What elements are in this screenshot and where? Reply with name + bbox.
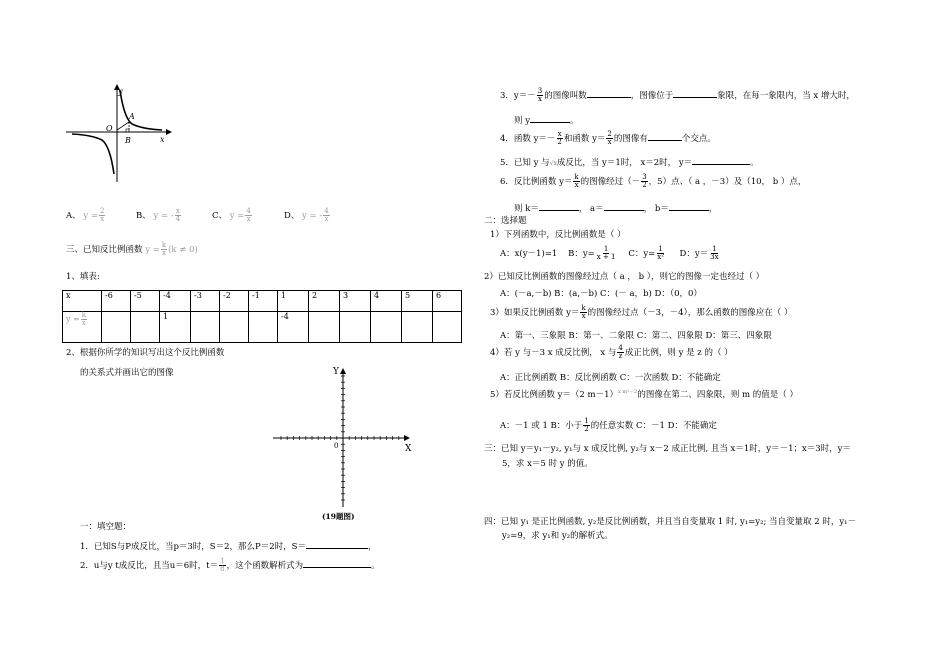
table-cell [433,312,462,343]
coordinate-axes [270,365,420,510]
graph-y-label: y [118,87,123,96]
choice-5-options: A：－1 或 1 B：小于 $\frac{1}{2}$ 的任意实数 C：－1 D：不能确定 [500,417,717,433]
graph-point-a-label: A [129,112,135,121]
choice-2-title: 2）已知反比例函数的图像经过点（ a ， b ），则它的图像一定也经过（ ） [484,272,765,282]
table-cell [371,312,402,343]
choice-1-title: 1）下列函数中，反比例函数是（ ） [490,230,626,240]
table-cell: 1 [160,312,191,343]
choice-4-title: 4）若 y 与－3 x 成反比例， x 与 $\frac{4}{z}$ 成正比例，则 y 是 z 的（ ） [490,344,733,360]
question2-line1: 2、根据你所学的知识写出这个反比例函数 [66,348,225,358]
table-cell [191,312,220,343]
table-row-x [63,291,462,312]
graph-x-label: x [160,135,165,144]
graph-origin-label: O [106,124,113,133]
option-a: A、 y = $\frac{2}{x}$ [66,207,105,223]
table-cell: -2 [220,291,249,312]
value-table [62,290,462,343]
table-cell: 4 [371,291,402,312]
axis-origin-label: 0 [334,442,339,450]
axis-y-label: Y [333,367,339,377]
table-cell: 2 [309,291,340,312]
question2-line2: 的关系式并画出它的图像 [80,368,174,378]
fill-question-1: 1．已知S与P成反比，当p＝3时，S＝2，那么P＝2时，S＝ ， [80,542,377,552]
table-cell: -4 [160,291,191,312]
choice-section-title: 二：选择题 [484,216,527,226]
table-cell: 1 [278,291,309,312]
fill-question-2: 2．u与y t成反比，且当u＝6时，t＝ $\frac{1}{8}$ ，这个函数解析式为 。 [80,557,380,573]
choice-1-options: A：x(y－1)=1 B：y= $\frac{1}{x + 1}$ C：y= $\frac{1}{\text{x²}}$ D：y＝ $\frac{1}{3x}$ [500,245,719,261]
table-cell [340,312,371,343]
table-row-y [63,312,462,343]
section3-heading: 三、已知反比例函数 y = $\frac{k}{x}$ (k ≠ 0) [66,241,198,257]
choice-3-options: A：第一、三象限 B：第一、二象限 C：第二、四象限 D：第三、四象限 [500,331,772,341]
right-question-3: 3．y＝－ $\frac{3}{x}$ 的图像叫数 ，图像位于 象限，在每一象限内，当 x 增大时， [500,87,855,103]
table-cell [249,312,278,343]
table-cell: -1 [249,291,278,312]
table-cell: 5 [402,291,433,312]
option-b: B、 y = - $\frac{x}{4}$ [136,207,181,223]
section4-problem-line1: 四：已知 y₁ 是正比例函数, y₂是反比例函数，并且当自变量取 1 时, y₁=y₂; 当自变量取 2 时，y₁－ [484,517,857,527]
table-cell: -3 [191,291,220,312]
table-cell [220,312,249,343]
table-cell: x [63,291,102,312]
table-cell [131,312,160,343]
option-d: D、 y = - $\frac{4}{x}$ [284,207,329,223]
choice-5-title: 5）若反比例函数 y＝（2 m－1）$^{x m^2-2}$的图像在第二、四象限，则 m 的值是（ ） [490,389,799,400]
choice-3-title: 3）如果反比例函数 y＝ $\frac{k}{x}$ 的图像经过点（－3，－4），那么函数的图像应在（ ） [490,304,793,320]
table-cell: -5 [131,291,160,312]
table-cell [102,312,131,343]
table-cell: 3 [340,291,371,312]
right-question-6-cont: 则 k＝ ， a＝ ， b＝ ， [514,204,718,214]
right-question-4: 4．函数 y＝－ $\frac{x}{2}$ 和函数 y＝ $\frac{2}{x}$ 的图像有 个交点。 [500,130,716,146]
graph-point-b-label: B [125,136,131,145]
option-c: C、 y = $\frac{4}{x}$ [212,207,251,223]
axis-x-label: X [405,444,412,454]
table-row-label: y = $\frac{k}{x}$ [63,312,102,343]
figure-caption: (19题图) [322,512,355,521]
fill-table-title: 1、填表: [66,272,100,282]
table-cell [402,312,433,343]
table-cell: -4 [278,312,309,343]
right-question-5: 5．已知 y 与√x成反比，当 y＝1时， x＝2时， y＝ 。 [500,158,759,168]
right-question-3-cont: 则 y 。 [514,116,579,126]
fill-section-title: 一：填空题： [80,522,132,532]
table-cell: -6 [102,291,131,312]
right-question-6: 6．反比例函数 y＝ $\frac{k}{x}$ 的图像经过（－ $\frac{3}{2}$ ，5）点、（ a ，－3）及（10， b ）点， [500,173,807,189]
choice-2-options: A：(－a,－b) B：(a,－b) C：(－ a，b) D：（0，0） [500,289,702,299]
section3-problem-line2: 5，求 x＝5 时 y 的值。 [502,459,593,469]
section4-problem-line2: y₂=9，求 y₁和 y₂的解析式。 [502,531,613,541]
section3-problem-line1: 三：已知 y＝y₁－y₂, y₁与 x 成反比例, y₂与 x－2 成正比例, 且当 x＝1时，y＝－1；x＝3时，y＝ [484,444,851,454]
choice-4-options: A：正比例函数 B：反比例函数 C：一次函数 D：不能确定 [500,373,721,383]
hyperbola-graph [62,82,174,186]
table-cell: 6 [433,291,462,312]
table-cell [309,312,340,343]
